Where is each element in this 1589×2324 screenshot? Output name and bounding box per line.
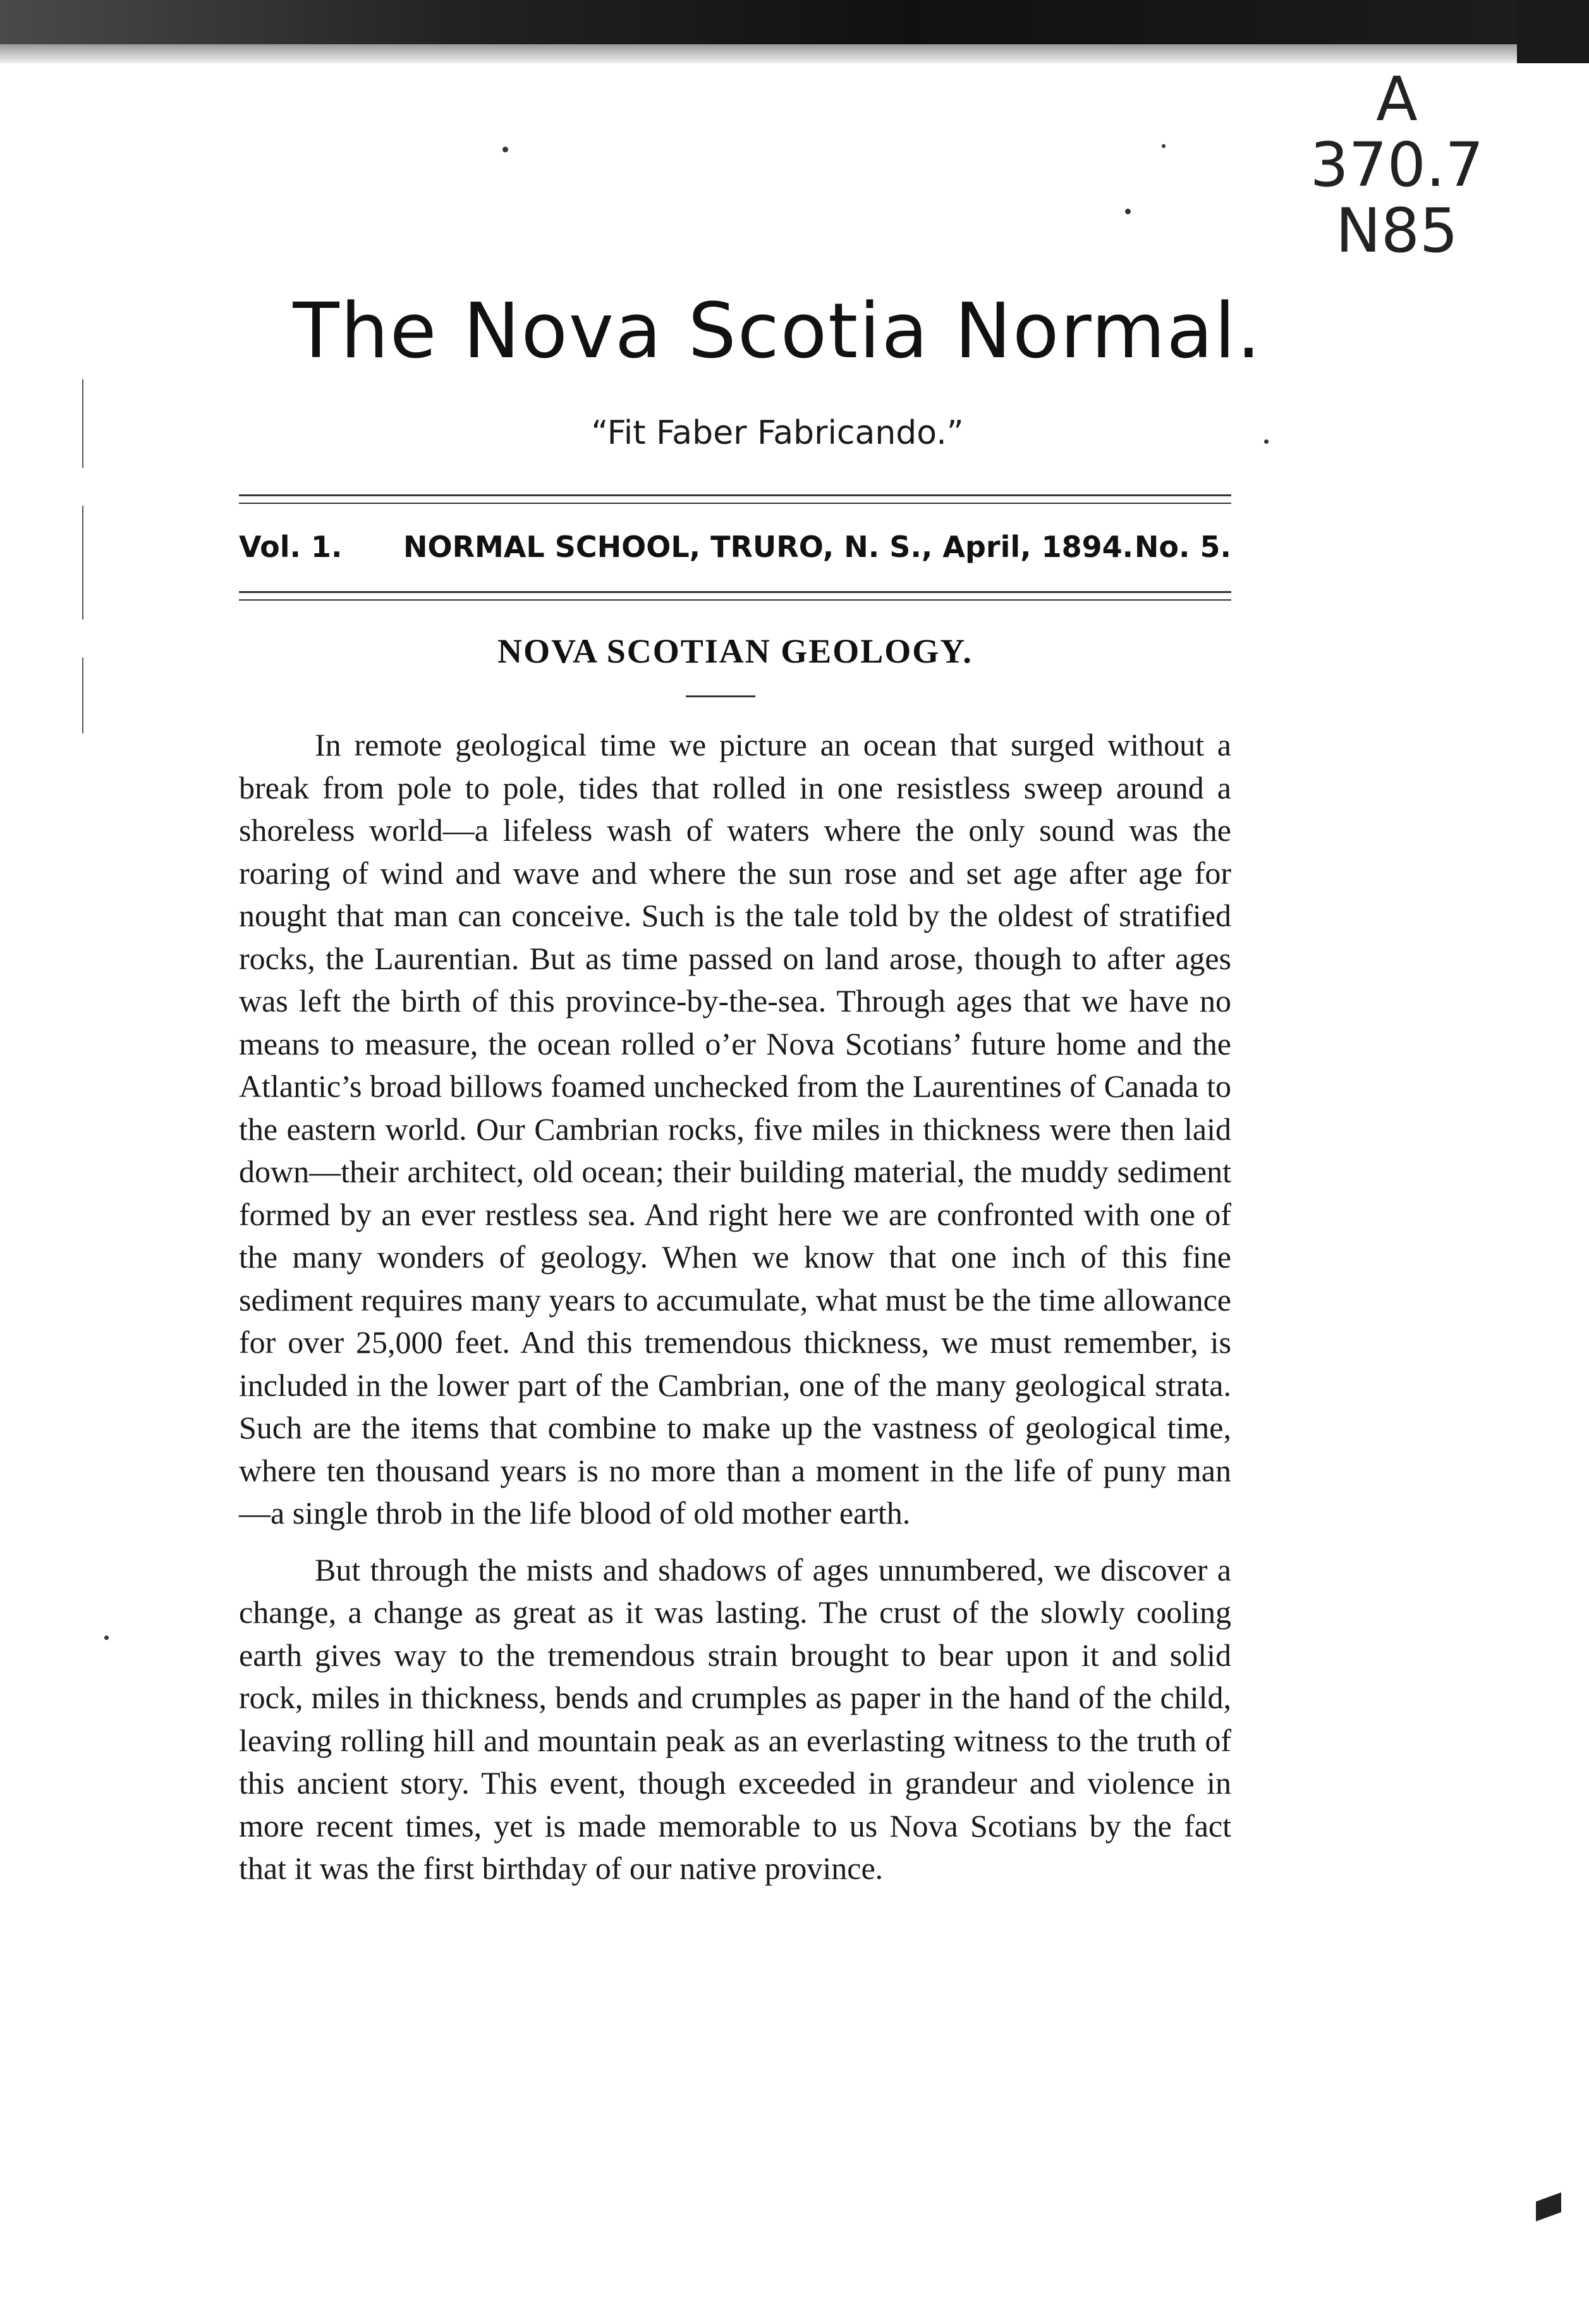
masthead-title: The Nova Scotia Normal. [293, 288, 1262, 376]
scan-top-bar-shadow [0, 44, 1517, 63]
article-paragraph: But through the mists and shadows of ages unnumbered, we discover a change, a change as great as it was lasting. The crust of the slowly cooling earth gives way to the tremendous strain brought to bear upon it and solid rock, miles in thickness, bends and crumples as paper in the hand of the child, leaving rolling hill and mountain peak as an everlasting witness to the truth of this ancient story. This event, though exceeded in grandeur and violence in more recent times, yet is made memorable to us Nova Scotians by the fact that it was the first birthday of our native province. [239, 1551, 1231, 1886]
issue-number: No. 5. [1134, 530, 1231, 564]
scan-top-bar [0, 0, 1517, 44]
scan-margin-line [82, 379, 83, 468]
article-title: NOVA SCOTIAN GEOLOGY. [497, 632, 973, 670]
scan-margin-line [82, 657, 83, 733]
issue-volume: Vol. 1. [239, 530, 343, 564]
scan-speck [1162, 144, 1166, 148]
scan-margin-line [82, 506, 83, 620]
call-number-line-2: 370.7 [1310, 130, 1484, 200]
masthead-motto: “Fit Faber Fabricando.” [591, 414, 964, 452]
library-call-number [1289, 66, 1504, 264]
title-divider [686, 695, 755, 697]
article-body [239, 724, 1231, 1890]
article-paragraph: In remote geological time we picture an ocean that surged without a break from pole to pole, tides that rolled in one resistless sweep around a shoreless world—a lifeless wash of waters where the only sound was the roaring of wind and wave and where the sun rose and set age after age for nought that man can conceive. Such is the tale told by the oldest of stratified rocks, the Laurentian. But as time passed on land arose, though to after ages was left the birth of this province-by-the-sea. Through ages that we have no means to measure, the ocean rolled o’er Nova Scotians’ future home and the Atlantic’s broad billows foamed unchecked from the Laurentines of Canada to the eastern world. Our Cambrian rocks, five miles in thickness were then laid down—their architect, old ocean; their building material, the muddy sediment formed by an ever restless sea. And right here we are confronted with one of the many wonders of geology. When we know that one inch of this fine sediment requires many years to accumulate, what must be the time allowance for over 25,000 feet. And this tremendous thickness, we must remember, is included in the lower part of the Cambrian, one of the many geological strata. Such are the items that combine to make up the vastness of geological time, where ten thousand years is no more than a moment in the life of puny man —a single throb in the life blood of old mother earth. [239, 727, 1231, 1531]
masthead-rule-top [239, 494, 1231, 496]
call-number-line-3: N85 [1336, 195, 1458, 266]
issue-line [239, 525, 1231, 569]
issue-rule-bottom-inner [239, 599, 1231, 601]
call-number-line-1: A [1376, 64, 1418, 135]
issue-place-date: NORMAL SCHOOL, TRURO, N. S., April, 1894. [403, 530, 1134, 564]
scan-top-bar-edge [1517, 0, 1589, 63]
scan-speck [104, 1636, 109, 1640]
scan-speck [502, 147, 508, 152]
scan-speck [1125, 209, 1131, 214]
masthead-rule-top-inner [239, 503, 1231, 504]
scan-corner-mark [1536, 2175, 1561, 2232]
issue-rule-bottom [239, 591, 1231, 593]
